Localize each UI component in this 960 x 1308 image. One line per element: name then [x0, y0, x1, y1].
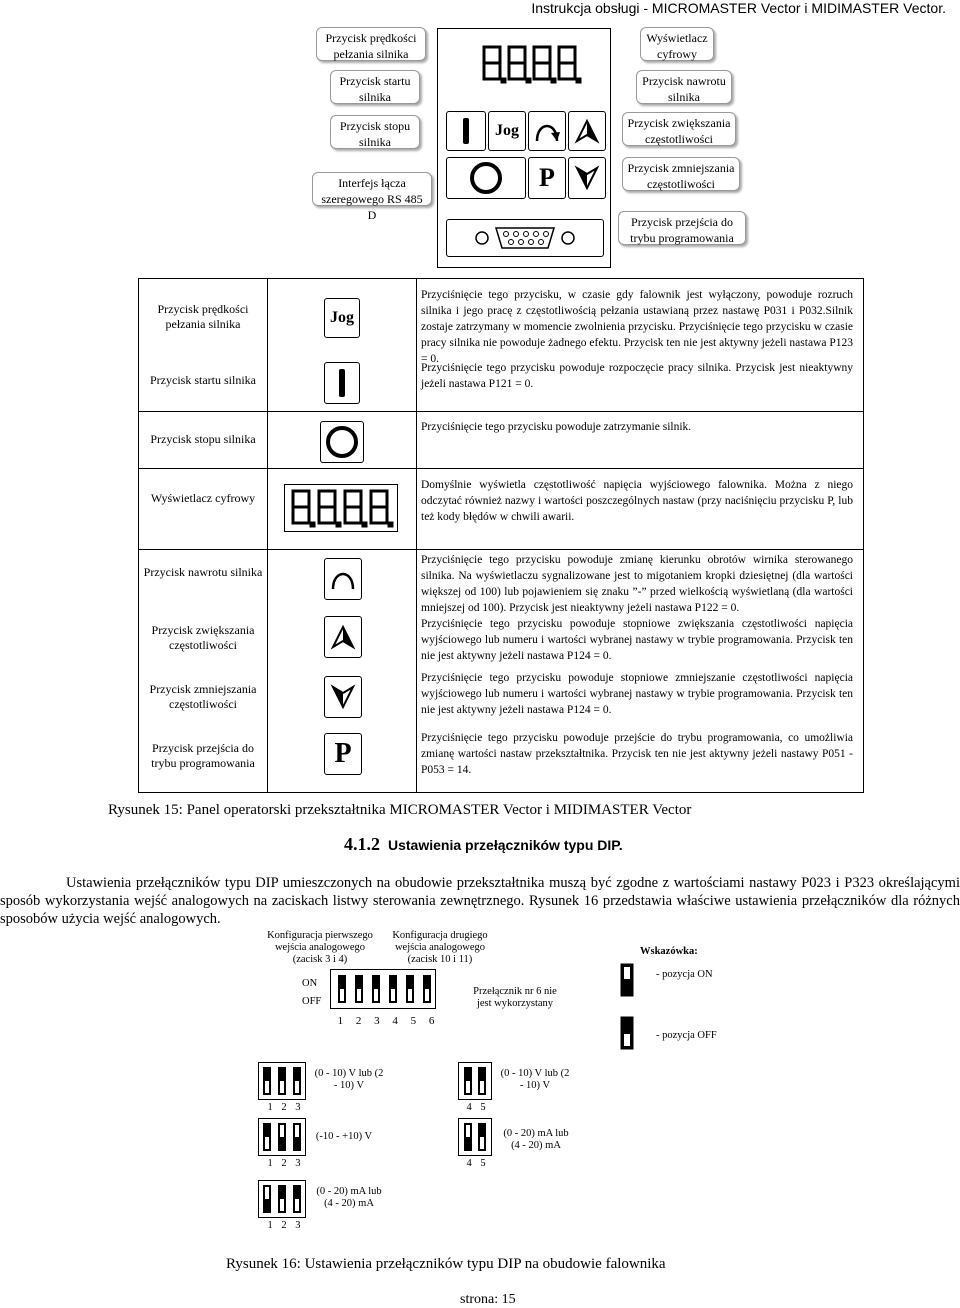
row-label-reverse: Przycisk nawrotu silnika: [143, 565, 263, 579]
digital-display-icon: [480, 43, 580, 87]
dip-123-v-icon: [258, 1062, 306, 1100]
callout-stop: Przycisk stopu silnika: [330, 115, 420, 149]
callout-start: Przycisk startu silnika: [330, 70, 420, 104]
callout-rs485: Interfejs łącza szeregowego RS 485 D: [312, 172, 432, 206]
page-number: strona: 15: [460, 1292, 516, 1307]
increase-arrow-icon: [575, 119, 599, 143]
figure-16-caption: Rysunek 16: Ustawienia przełączników typu DIP na obudowie falownika: [226, 1256, 666, 1272]
hint-off-label: - pozycja OFF: [656, 1030, 717, 1041]
dip-config1-label: Konfiguracja pierwszego wejścia analogowego (zacisk 3 i 4): [267, 930, 373, 965]
row-label-stop: Przycisk stopu silnika: [150, 432, 256, 446]
row-label-decrease: Przycisk zmniejszania częstotliwości: [149, 682, 257, 711]
start-key-icon: [324, 362, 360, 404]
jog-button[interactable]: Jog: [488, 111, 526, 151]
dip-123-label-a: 1 2 3: [267, 1102, 301, 1113]
row-desc-reverse: Przyciśnięcie tego przycisku powoduje zmianę kierunku obrotów wirnika sterowanego silnika. Na wyświetlaczu sygnalizowane jest to migotaniem kropki dziesiętnej (dla wartości większej od 100) lub pojawieniem się znaku ”-” przed wielkością wyświetlaną (dla wartości mniejszej od 100). Przycisk jest nieaktywny jeżeli nastawa P122 = 0.: [421, 554, 853, 614]
dip-config2-label: Konfiguracja drugiego wejścia analogowego (zacisk 10 i 11): [392, 930, 488, 965]
operator-panel: [437, 28, 611, 268]
dip-setting-ma1: (0 - 20) mA lub (4 - 20) mA: [316, 1186, 382, 1209]
callout-jog: Przycisk prędkości pełzania silnika: [316, 27, 426, 61]
row-desc-display: Domyślnie wyświetla częstotliwość napięcia wyjściowego falownika. Można z niego odczytać również nazwy i wartości poszczególnych nastaw (przy naciśnięciu przycisku P, lub też kody błędów w chwili awarii.: [421, 479, 853, 523]
increase-button[interactable]: [568, 111, 606, 151]
callout-reverse: Przycisk nawrotu silnika: [636, 70, 732, 104]
row-desc-increase: Przyciśnięcie tego przycisku powoduje stopniowe zwiększania częstotliwości napięcia wyjściowego lub numeru i wartości wybranej nastawy w trybie programowania. Przycisk ten nie jest aktywny jeżeli nastawa P124 = 0.: [421, 618, 853, 662]
dip-setting-v1: (0 - 10) V lub (2 - 10) V: [314, 1068, 384, 1091]
stop-icon: [469, 161, 503, 195]
stop-button[interactable]: [446, 157, 526, 199]
dip-123-ma-icon: [258, 1180, 306, 1218]
dip-45-label-b: 4 5: [466, 1158, 486, 1169]
program-button[interactable]: P: [528, 157, 566, 199]
dip-123-label-c: 1 2 3: [267, 1220, 301, 1231]
dip-45-v-icon: [458, 1062, 492, 1100]
dip-unused-note: Przełącznik nr 6 nie jest wykorzystany: [473, 986, 557, 1009]
dip-123-label-b: 1 2 3: [267, 1158, 301, 1169]
reverse-key-icon: [324, 558, 362, 600]
row-label-jog: Przycisk prędkości pełzania silnika: [157, 302, 249, 331]
rs485-port[interactable]: [446, 219, 604, 257]
dip-45-ma-icon: [458, 1118, 492, 1156]
callout-program: Przycisk przejścia do trybu programowania: [618, 211, 746, 245]
row-desc-stop: Przyciśnięcie tego przycisku powoduje zatrzymanie silnik.: [421, 421, 692, 433]
decrease-button[interactable]: [568, 157, 606, 199]
program-key-icon: P: [324, 733, 362, 775]
body-paragraph: Ustawienia przełączników typu DIP umieszczonych na obudowie przekształtnika muszą być zgodne z wartościami nastawy P023 i P323 określającymi sposób wykorzystania wejść analogowych na zaciskach listwy sterowania zewnętrznego. Rysunek 16 przedstawia właściwe ustawienia przełączników dla różnych sposobów użycia wejść analogowych.: [0, 875, 960, 927]
jog-key-icon: Jog: [324, 298, 360, 338]
page-header: Instrukcja obsługi - MICROMASTER Vector i MIDIMASTER Vector.: [531, 0, 946, 16]
display-key-icon: [284, 484, 398, 532]
dip-123-bipolar-icon: [258, 1118, 306, 1156]
dip-setting-v3: (0 - 10) V lub (2 - 10) V: [500, 1068, 570, 1091]
section-title: Ustawienia przełączników typu DIP.: [388, 837, 623, 853]
hint-on-label: - pozycja ON: [656, 969, 713, 980]
decrease-key-icon: [324, 676, 362, 718]
figure-15-caption: Rysunek 15: Panel operatorski przekształtnika MICROMASTER Vector i MIDIMASTER Vector: [108, 802, 692, 818]
section-number: 4.1.2: [344, 834, 380, 854]
hint-on-switch-icon: [620, 963, 634, 997]
callout-increase: Przycisk zwiększania częstotliwości: [622, 112, 736, 146]
dip-off-label: OFF: [302, 996, 322, 1007]
start-button[interactable]: [446, 111, 486, 151]
dip-setting-v2: (-10 - +10) V: [315, 1131, 373, 1142]
row-label-increase: Przycisk zwiększania częstotliwości: [151, 623, 255, 652]
row-desc-program: Przyciśnięcie tego przycisku powoduje przejście do trybu programowania, co umożliwia zmianę wartości nastaw przekształtnika. Przycisk ten nie jest aktywny jeżeli nastawy P051 - P053 = 14.: [421, 732, 853, 776]
row-label-program: Przycisk przejścia do trybu programowania: [151, 741, 255, 770]
reverse-arc-icon: [534, 119, 560, 143]
increase-key-icon: [324, 616, 362, 658]
row-desc-jog: Przyciśnięcie tego przycisku, w czasie gdy falownik jest wyłączony, powoduje rozruch silnika i jego pracę z częstotliwością pełzania ustawianą przez nastawę P031 i P032.Silnik zostaje zatrzymany w momencie zwolnienia przycisku. Przyciśnięcie tego przycisku w czasie pracy silnika nie powoduje żadnego efektu. Przycisk ten nie jest aktywny jeżeli nastawa P123 = 0.: [421, 289, 853, 365]
dip-switch-main-icon: [330, 969, 436, 1009]
callout-decrease: Przycisk zmniejszania częstotliwości: [622, 157, 740, 191]
row-desc-start: Przyciśnięcie tego przycisku powoduje rozpoczęcie pracy silnika. Przycisk jest nieaktywny jeżeli nastawa P121 = 0.: [421, 362, 853, 390]
dip-on-label: ON: [302, 978, 318, 989]
start-icon: [461, 118, 471, 144]
hint-off-switch-icon: [620, 1016, 634, 1050]
dip-45-label-a: 4 5: [466, 1102, 486, 1113]
sub-d-connector-icon: [470, 224, 580, 252]
key-description-table: [138, 278, 864, 793]
dip-numbers: 1 2 3 4 5 6: [337, 1015, 435, 1027]
dip-setting-ma2: (0 - 20) mA lub (4 - 20) mA: [503, 1128, 569, 1151]
reverse-button[interactable]: [528, 111, 566, 151]
callout-display: Wyświetlacz cyfrowy: [640, 27, 714, 61]
section-heading: [344, 834, 623, 855]
row-label-display: Wyświetlacz cyfrowy: [150, 491, 256, 505]
stop-key-icon: [320, 421, 364, 463]
row-desc-decrease: Przyciśnięcie tego przycisku powoduje stopniowe zmniejszanie częstotliwości napięcia wyjściowego lub numeru i wartości wybranej nastawy w trybie programowania. Przycisk ten nie jest aktywny jeżeli nastawa P124 = 0.: [421, 672, 853, 716]
hint-title: Wskazówka:: [640, 946, 698, 957]
row-label-start: Przycisk startu silnika: [150, 373, 256, 387]
decrease-arrow-icon: [575, 166, 599, 190]
